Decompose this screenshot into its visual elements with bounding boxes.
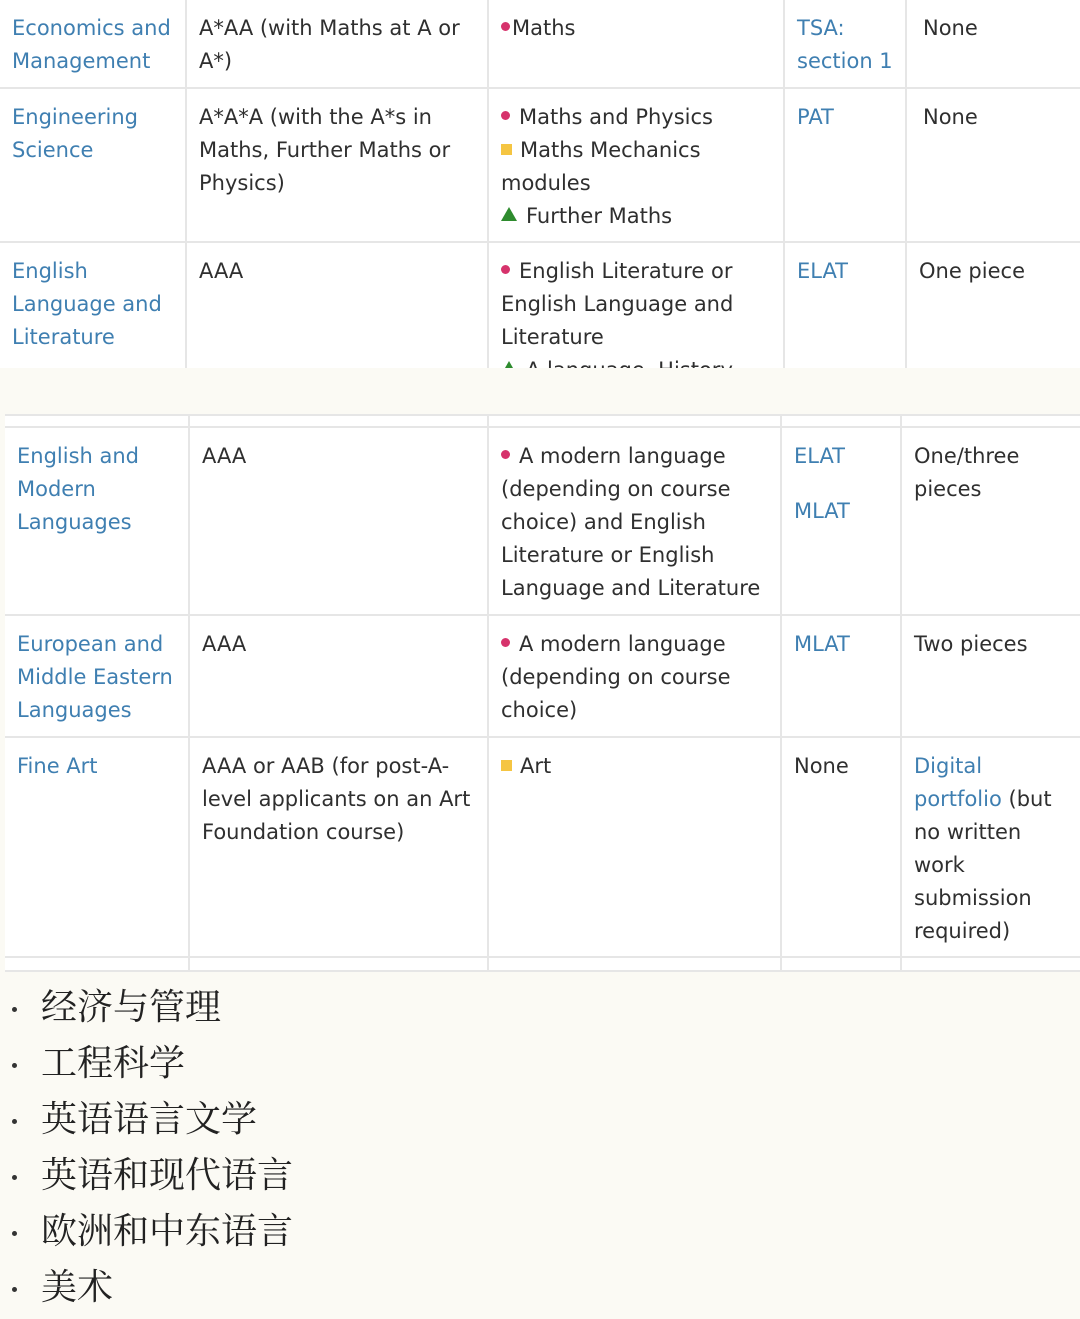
requirement-text: Maths and Physics xyxy=(519,105,713,129)
essential-dot-icon xyxy=(501,265,510,274)
grades-cell: AAA xyxy=(189,615,488,737)
list-item: 美术 xyxy=(0,1260,293,1316)
test-link[interactable]: TSA: section 1 xyxy=(797,16,893,73)
bullet-icon xyxy=(12,1287,17,1292)
subject-link[interactable]: Fine Art xyxy=(17,754,98,778)
table-row-spacer xyxy=(5,957,1080,971)
grades-cell: AAA or AAB (for post-A-level applicants on an Art Foundation course) xyxy=(189,737,488,957)
requirements-cell xyxy=(488,737,781,957)
subject-cell[interactable] xyxy=(5,427,189,615)
bullet-icon xyxy=(12,1175,17,1180)
requirement-text: A modern language (depending on course choice) xyxy=(501,632,731,722)
requirement-text: Further Maths xyxy=(526,204,673,228)
essential-dot-icon xyxy=(501,111,510,120)
written-work-cell: None xyxy=(906,0,1080,88)
requirement-text: Maths Mechanics modules xyxy=(501,138,701,195)
list-item: 欧洲和中东语言 xyxy=(0,1204,293,1260)
written-work-cell: Two pieces xyxy=(901,615,1080,737)
subject-link[interactable]: European and Middle Eastern Languages xyxy=(17,632,173,722)
requirements-cell xyxy=(488,0,784,88)
list-item: 经济与管理 xyxy=(0,980,293,1036)
subject-cell[interactable] xyxy=(0,88,186,242)
subject-cell[interactable] xyxy=(5,737,189,957)
test-cell[interactable] xyxy=(781,427,901,615)
test-link[interactable]: MLAT xyxy=(794,632,850,656)
written-work-note: (but no written work submission required) xyxy=(914,787,1052,943)
list-item: 英语和现代语言 xyxy=(0,1148,293,1204)
test-link[interactable]: ELAT xyxy=(797,259,849,283)
recommended-square-icon xyxy=(501,144,512,155)
course-table-bottom xyxy=(5,414,1080,972)
bullet-icon xyxy=(12,1119,17,1124)
test-link[interactable]: MLAT xyxy=(794,499,850,523)
grades-cell: AAA xyxy=(186,242,488,399)
helpful-triangle-icon xyxy=(501,207,517,221)
subject-cell[interactable] xyxy=(0,0,186,88)
subject-link[interactable]: Economics and Management xyxy=(12,16,171,73)
written-work-cell: None xyxy=(906,88,1080,242)
test-cell[interactable] xyxy=(781,615,901,737)
grades-cell: AAA xyxy=(189,427,488,615)
essential-dot-icon xyxy=(501,638,510,647)
essential-dot-icon xyxy=(501,22,510,31)
bullet-icon xyxy=(12,1231,17,1236)
test-link[interactable]: ELAT xyxy=(794,444,846,468)
table-row xyxy=(5,737,1080,957)
table-row-spacer xyxy=(5,415,1080,427)
subject-link[interactable]: English Language and Literature xyxy=(12,259,162,349)
test-cell[interactable] xyxy=(784,0,906,88)
grades-cell: A*A*A (with the A*s in Maths, Further Maths or Physics) xyxy=(186,88,488,242)
table-row xyxy=(5,427,1080,615)
essential-dot-icon xyxy=(501,450,510,459)
requirement-text: Art xyxy=(520,754,552,778)
requirements-cell xyxy=(488,427,781,615)
requirement-text: English Literature or English Language and Literature xyxy=(501,259,734,349)
table-row xyxy=(5,615,1080,737)
bullet-icon xyxy=(12,1007,17,1012)
grades-cell: A*AA (with Maths at A or A*) xyxy=(186,0,488,88)
list-item: 工程科学 xyxy=(0,1036,293,1092)
subject-link[interactable]: Engineering Science xyxy=(12,105,138,162)
bullet-icon xyxy=(12,1063,17,1068)
table-row xyxy=(0,88,1080,242)
digital-portfolio-link[interactable]: Digital portfolio xyxy=(914,754,1002,811)
test-link[interactable]: PAT xyxy=(797,105,834,129)
written-work-cell xyxy=(901,737,1080,957)
requirement-text: Maths xyxy=(512,16,576,40)
test-cell[interactable] xyxy=(784,88,906,242)
table-row xyxy=(0,0,1080,88)
chinese-subject-list xyxy=(0,980,293,1316)
recommended-square-icon xyxy=(501,760,512,771)
test-cell: None xyxy=(781,737,901,957)
course-table-top xyxy=(0,0,1080,400)
requirements-cell xyxy=(488,615,781,737)
list-item: 英语语言文学 xyxy=(0,1092,293,1148)
requirement-text: A modern language (depending on course choice) and English Literature or English Language and Literature xyxy=(501,444,761,600)
written-work-cell: One/three pieces xyxy=(901,427,1080,615)
requirements-cell xyxy=(488,88,784,242)
written-work-cell: One piece xyxy=(906,242,1080,399)
subject-cell[interactable] xyxy=(5,615,189,737)
page-break-gap xyxy=(0,368,1080,414)
subject-link[interactable]: English and Modern Languages xyxy=(17,444,140,534)
